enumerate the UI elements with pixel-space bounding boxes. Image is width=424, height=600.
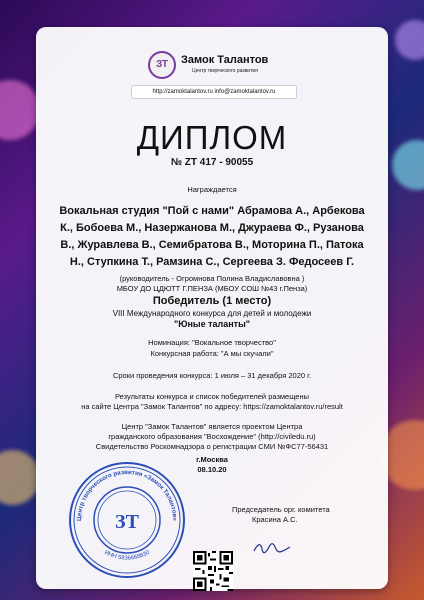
winners-line: Вокальная студия "Пой с нами" Абрамова А., Арбекова: [59, 205, 365, 217]
winners-line: В., Журавлева В., Семибратова В., Моторина П., Патока: [60, 239, 364, 251]
chair-name: Красина А.С.: [252, 515, 298, 524]
background-light: [395, 20, 424, 60]
signature: [252, 541, 292, 555]
contest-name: "Юные таланты": [173, 319, 251, 329]
dates-text: Сроки проведения конкурса: 1 июля – 31 декабря 2020 г.: [112, 371, 312, 380]
stamp-center: ЗТ: [115, 511, 139, 533]
project-line: Свидетельство Роскомнадзора о регистрации СМИ №ФС77-56431: [95, 442, 329, 451]
date-text: 08.10.20: [197, 465, 227, 474]
leader-text: (руководитель - Огромнова Полина Владиславовна ): [119, 274, 305, 283]
background-light: [0, 80, 40, 140]
stamp: [68, 461, 186, 579]
diploma-number: № ZT 417 - 90055: [170, 157, 254, 168]
background-light: [392, 140, 424, 190]
work-text: Конкурсная работа: "А мы скучали": [150, 349, 274, 358]
project-line: гражданского образования "Восхождение" (http://civiledu.ru): [108, 432, 316, 441]
qr-code[interactable]: [193, 551, 233, 591]
winners-line: Н., Ступкина Т., Рамзина С., Сергеева З. Федосеев Г.: [69, 256, 355, 268]
diploma-card: [36, 27, 388, 589]
awarded-label: Награждается: [187, 185, 237, 194]
city-text: г.Москва: [196, 455, 228, 464]
contest-text: VIII Международного конкурса для детей и молодежи: [112, 309, 312, 318]
stamp-top-text: Центр творческого развития «Замок Талантов»: [75, 468, 179, 522]
logo-subtitle: Центр творческого развития: [192, 68, 258, 74]
results-line: Результаты конкурса и список победителей размещены: [114, 392, 310, 401]
logo-emblem: ЗТ: [148, 51, 176, 79]
contacts-bar[interactable]: http://zamoktalantov.ru info@zamoktalantov.ru: [131, 85, 297, 99]
project-line: Центр "Замок Талантов" является проектом Центра: [121, 422, 303, 431]
logo-name: Замок Талантов: [181, 54, 269, 66]
nomination-text: Номинация: "Вокальное творчество": [148, 338, 276, 347]
place-text: Победитель (1 место): [152, 295, 272, 307]
school-text: МБОУ ДО ЦДЮТТ Г.ПЕНЗА (МБОУ СОШ №43 г.Пенза): [116, 284, 308, 293]
logo: [148, 51, 298, 81]
diploma-title: ДИПЛОМ: [136, 119, 288, 156]
winners-line: К., Бобоева М., Назержанова М., Джураева Ф., Рузанова: [60, 222, 364, 234]
svg-text:ИНН 5836668830: [103, 549, 151, 561]
results-line: на сайте Центра "Замок Талантов" по адресу: https://zamoktalantov.ru/result: [81, 402, 343, 411]
chair-label: Председатель орг. комитета: [232, 505, 330, 514]
winners-list: [50, 203, 374, 271]
stamp-bottom-text: ИНН 5836668830: [103, 549, 151, 562]
background-light: [0, 450, 40, 505]
